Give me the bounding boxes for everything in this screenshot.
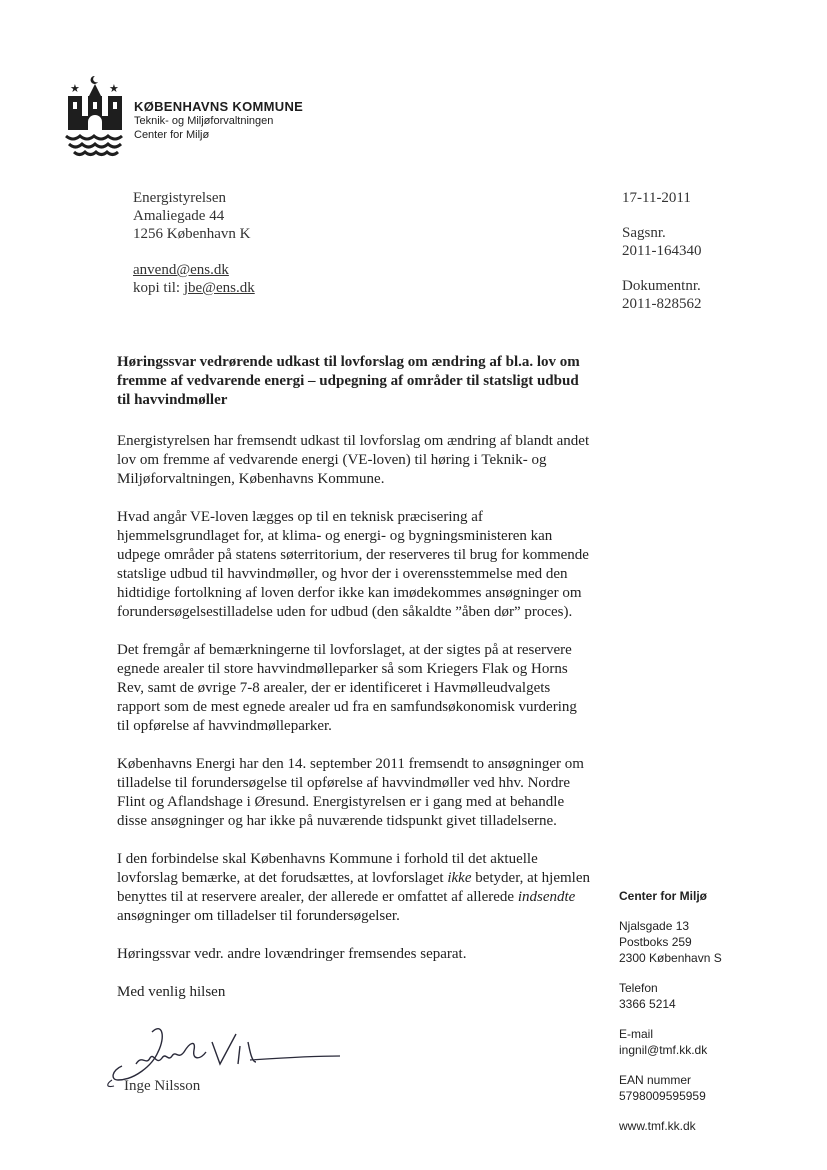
document-number-label: Dokumentnr. — [622, 278, 701, 294]
case-number: 2011-164340 — [622, 243, 702, 259]
contact-pobox: Postboks 259 — [619, 935, 692, 949]
paragraph-6: Høringssvar vedr. andre lovændringer fremsendes separat. — [117, 946, 467, 962]
letterhead — [134, 99, 303, 142]
recipient-street: Amaliegade 44 — [133, 208, 225, 224]
recipient-city: 1256 København K — [133, 226, 251, 242]
website-link[interactable]: www.tmf.kk.dk — [619, 1119, 696, 1133]
paragraph-3: Det fremgår af bemærkningerne til lovforslaget, at der sigtes på at reservere egnede arealer til store havvindmølleparker så som Kriegers Flak og Horns Rev, samt de øvrige 7-8 arealer, der er identificeret i Havmølleudvalgets rapport som de mest egnede arealer ud fra en samfundsøkonomisk vurdering til opførelse af havvindmølleparker. — [117, 642, 577, 734]
contact-street: Njalsgade 13 — [619, 919, 690, 933]
cc-label: kopi til: — [133, 280, 184, 296]
svg-text:★: ★ — [70, 82, 80, 95]
copenhagen-coat-of-arms-logo — [64, 74, 126, 162]
phone-label: Telefon — [619, 981, 658, 995]
cc-email-link[interactable]: jbe@ens.dk — [183, 280, 255, 296]
case-number-label: Sagsnr. — [622, 225, 666, 241]
recipient-name: Energistyrelsen — [133, 190, 227, 206]
signer-name: Inge Nilsson — [124, 1078, 201, 1094]
closing-greeting: Med venlig hilsen — [117, 984, 226, 1000]
letter-date: 17-11-2011 — [622, 190, 691, 206]
document-number: 2011-828562 — [622, 296, 702, 312]
paragraph-2: Hvad angår VE-loven lægges op til en teknisk præcisering af hjemmelsgrundlaget for, at klima- og energi- og bygningsministeren kan udpege områder på statens søterritorium, der reserveres til brug for kommende statslige udbud til havvindmøller, og hvor der i overensstemmelse med den hidtidige fortolkning af loven derfor ikke kan imødekommes ansøgninger om forundersøgelsestilladelse uden for udbud (den såkaldte ”åben dør” proces). — [117, 509, 589, 620]
unit-name: Center for Miljø — [134, 129, 210, 141]
email-label: E-mail — [619, 1027, 654, 1041]
paragraph-5: I den forbindelse skal Københavns Kommune i forhold til det aktuelle lovforslag bemærke, at det forudsættes, at lovforslaget ikke betyder, at hjemlen benyttes til at reservere arealer, der allerede er omfattet af allerede indsendte ansøgninger om tilladelser til forundersøgelser. — [117, 851, 591, 924]
letter-body — [117, 353, 593, 1021]
letter-subject: Høringssvar vedrørende udkast til lovforslag om ændring af bl.a. lov om fremme af vedvarende energi – udpegning af områder til statsligt udbud til havvindmøller — [117, 354, 580, 408]
phone-number: 3366 5214 — [619, 997, 676, 1011]
contact-email-link[interactable]: ingnil@tmf.kk.dk — [619, 1043, 708, 1057]
paragraph-4: Københavns Energi har den 14. september 2011 fremsendt to ansøgninger om tilladelse til forundersøgelse til opførelse af havvindmøller ved hhv. Nordre Flint og Aflandshage i Øresund. Energistyrelsen er i gang med at behandle disse ansøgninger og har ikke på nuværende tidspunkt givet tilladelserne. — [117, 756, 584, 829]
contact-city: 2300 København S — [619, 951, 722, 965]
paragraph-1: Energistyrelsen har fremsendt udkast til lovforslag om ændring af blandt andet lov om fremme af vedvarende energi (VE-loven) til høring i Teknik- og Miljøforvaltningen, Københavns Kommune. — [117, 433, 590, 487]
recipient-address — [133, 189, 255, 297]
contact-heading: Center for Miljø — [619, 889, 708, 903]
org-name: KØBENHAVNS KOMMUNE — [134, 99, 304, 114]
letter-meta — [622, 189, 701, 313]
sender-contact-info — [619, 888, 722, 1134]
department-name: Teknik- og Miljøforvaltningen — [134, 115, 274, 127]
ean-label: EAN nummer — [619, 1073, 692, 1087]
ean-number: 5798009595959 — [619, 1089, 706, 1103]
recipient-email-link[interactable]: anvend@ens.dk — [133, 262, 229, 278]
svg-text:★: ★ — [109, 82, 119, 95]
